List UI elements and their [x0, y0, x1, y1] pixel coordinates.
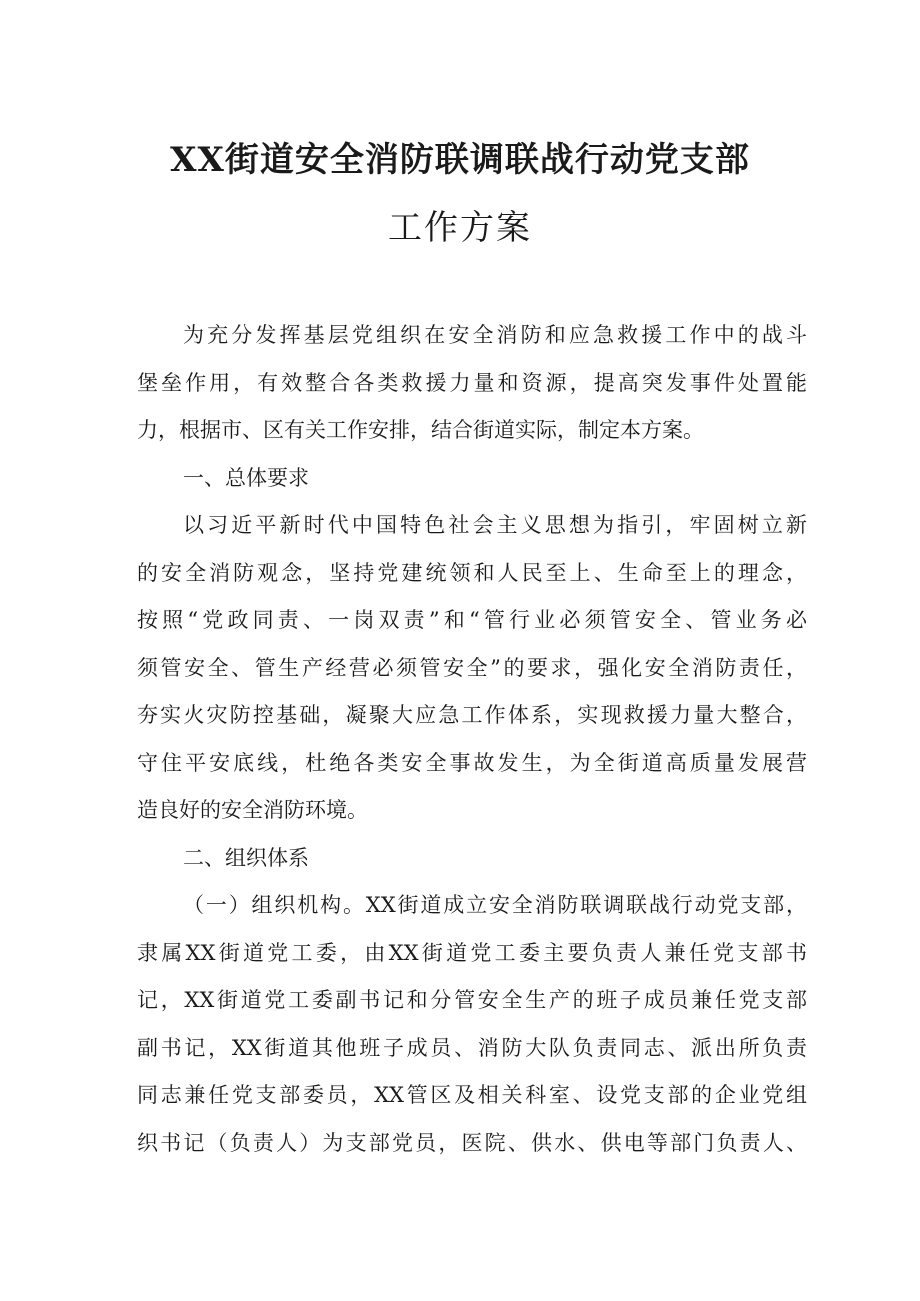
body-line: 以习近平新时代中国特色社会主义思想为指引，牢固树立新 [183, 513, 807, 537]
body-line: 须管安全、管生产经营必须管安全”的要求，强化安全消防责任， [137, 655, 807, 680]
body-line: 记，XX街道党工委副书记和分管安全生产的班子成员兼任党支部 [137, 988, 807, 1012]
body-line: 隶属XX街道党工委，由XX街道党工委主要负责人兼任党支部书 [137, 940, 807, 965]
body-line: 副书记，XX街道其他班子成员、消防大队负责同志、派出所负责 [137, 1035, 807, 1060]
document-body [137, 312, 807, 1167]
body-line: 力，根据市、区有关工作安排，结合街道实际，制定本方案。 [137, 418, 704, 442]
section-heading: 二、组织体系 [183, 845, 309, 870]
body-line: 造良好的安全消防环境。 [137, 798, 368, 822]
title-rest: 街道安全消防联调联战行动党支部 [224, 140, 750, 180]
body-line: 守住平安底线，杜绝各类安全事故发生，为全街道高质量发展营 [137, 750, 807, 775]
body-line: 为充分发挥基层党组织在安全消防和应急救援工作中的战斗 [183, 323, 807, 347]
body-line: 夯实火灾防控基础，凝聚大应急工作体系，实现救援力量大整合， [137, 703, 807, 727]
body-line: 堡垒作用，有效整合各类救援力量和资源，提高突发事件处置能 [137, 370, 807, 395]
section-heading: 一、总体要求 [183, 465, 309, 490]
body-line: 按照“党政同责、一岗双责”和“管行业必须管安全、管业务必 [137, 608, 807, 632]
document-title-line-2: 工作方案 [388, 208, 532, 248]
document-title-line-1 [0, 132, 920, 181]
title-prefix: XX [170, 140, 225, 180]
body-line: （一）组织机构。XX街道成立安全消防联调联战行动党支部， [183, 893, 807, 917]
body-line: 同志兼任党支部委员，XX管区及相关科室、设党支部的企业党组 [137, 1083, 807, 1107]
body-line: 织书记（负责人）为支部党员，医院、供水、供电等部门负责人、 [137, 1130, 807, 1155]
body-line: 的安全消防观念，坚持党建统领和人民至上、生命至上的理念， [137, 560, 807, 585]
